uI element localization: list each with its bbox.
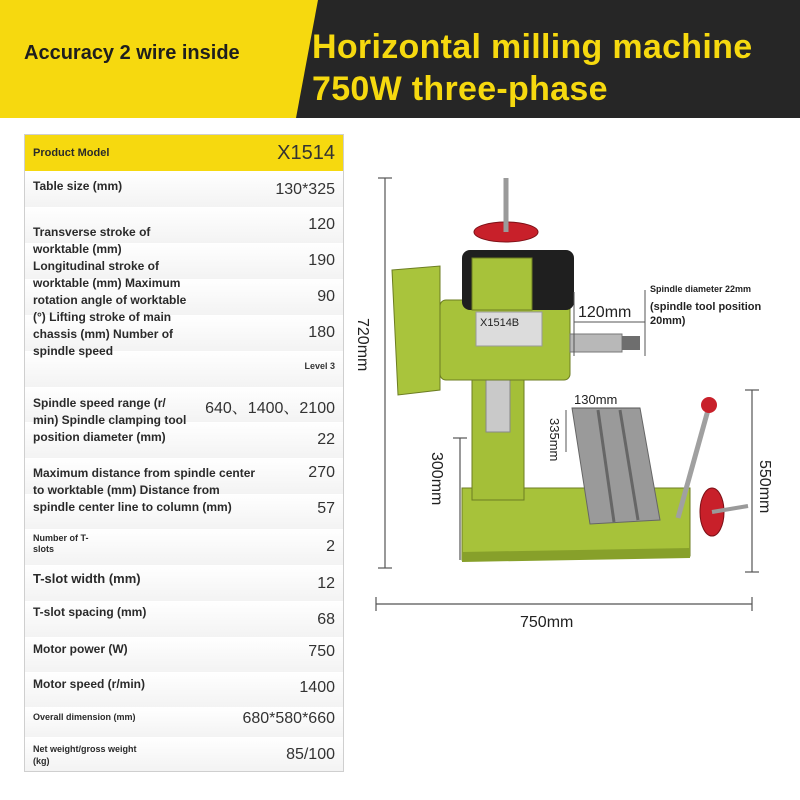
spec-label-line: position diameter (mm) (33, 430, 166, 444)
width-dimension (376, 597, 752, 631)
spec-row-tslot-spacing (25, 601, 343, 638)
overall-value: 680*580*660 (242, 710, 335, 727)
table-height-label: 300mm (428, 452, 445, 506)
title-line-2: 750W three-phase (312, 70, 608, 108)
rotation-value: 90 (317, 288, 335, 305)
lifting-value: 180 (308, 324, 335, 341)
motor-power-label: Motor power (W) (33, 642, 128, 656)
motor-power-value: 750 (308, 643, 335, 660)
speed-range-value: 640、1400、2100 (205, 400, 335, 417)
table-height-dimension (428, 438, 467, 560)
max-distance-value: 270 (308, 464, 335, 481)
column-distance-value: 57 (317, 500, 335, 517)
clamp-diameter-value: 22 (317, 431, 335, 448)
table-size-label: Table size (mm) (33, 179, 123, 193)
spec-row-tslots (25, 529, 343, 566)
spec-label-line: Spindle speed range (r/ (33, 396, 166, 410)
spec-row-motor-speed (25, 672, 343, 708)
model-label: Product Model (33, 147, 110, 159)
width-label: 750mm (520, 614, 574, 631)
spec-label-line: min) Spindle clamping tool (33, 413, 187, 427)
spindle (570, 334, 622, 352)
spec-label-line: spindle center line to column (mm) (33, 500, 232, 514)
spec-label-line: rotation angle of worktable (33, 293, 187, 307)
spec-label-line: (°) Lifting stroke of main (33, 310, 172, 324)
spec-row-overall (25, 707, 343, 738)
motor-speed-label: Motor speed (r/min) (33, 677, 146, 691)
spindle-note-line1: Spindle diameter 22mm (650, 284, 752, 294)
stacked-spec-labels-3 (33, 465, 303, 516)
tslots-label-line: Number of T- (33, 533, 89, 543)
table-width-dimension (572, 392, 640, 408)
table-width-label: 130mm (574, 392, 618, 407)
spec-label-line: worktable (mm) Maximum (33, 276, 181, 290)
spec-row-model (25, 135, 343, 172)
tslots-label (33, 533, 89, 555)
table-depth-label: 335mm (547, 418, 562, 462)
spindle-note-line3: 20mm) (650, 315, 686, 327)
spec-row-motor-power (25, 637, 343, 673)
weight-label-line: (kg) (33, 756, 50, 766)
tslot-spacing-label: T-slot spacing (mm) (33, 605, 147, 619)
spec-row-tslot-width (25, 565, 343, 602)
tslot-width-label: T-slot width (mm) (33, 571, 141, 586)
speed-levels-value: Level 3 (304, 361, 335, 371)
tslots-label-line: slots (33, 544, 55, 554)
spec-label-line: Transverse stroke of (33, 225, 151, 239)
spec-label-line: worktable (mm) (33, 242, 122, 256)
overall-label: Overall dimension (mm) (33, 712, 136, 722)
transverse-value: 120 (308, 216, 335, 233)
spindle-note-line2: (spindle tool position (650, 301, 762, 313)
spec-row-weight (25, 737, 343, 771)
title-line-1: Horizontal milling machine (312, 28, 753, 66)
stacked-spec-labels-2 (33, 395, 263, 446)
longitudinal-value: 190 (308, 252, 335, 269)
height-label: 720mm (354, 318, 371, 372)
belt-guard (392, 266, 440, 395)
milling-machine-illustration (350, 160, 800, 640)
depth-label: 550mm (756, 460, 773, 514)
plate-text: X1514B (480, 317, 520, 329)
motor-speed-value: 1400 (299, 679, 335, 696)
tslot-spacing-value: 68 (317, 611, 335, 628)
column-slide (486, 372, 510, 432)
spec-label-line: spindle speed (33, 344, 114, 358)
weight-label-line: Net weight/gross weight (33, 744, 137, 754)
depth-dimension (745, 390, 773, 572)
spindle-offset-label: 120mm (578, 304, 632, 321)
height-dimension (354, 178, 392, 568)
accuracy-tagline: Accuracy 2 wire inside (24, 42, 240, 64)
tslots-value: 2 (326, 538, 335, 555)
spec-label-line: to worktable (mm) Distance from (33, 483, 220, 497)
table-size-value: 130*325 (275, 181, 335, 198)
spec-label-line: Longitudinal stroke of (33, 259, 159, 273)
tslot-width-value: 12 (317, 575, 335, 592)
spec-label-line: chassis (mm) Number of (33, 327, 174, 341)
spec-row-table-size (25, 171, 343, 208)
lever-knob (701, 397, 717, 413)
weight-value: 85/100 (286, 746, 335, 763)
table-depth-dimension (547, 410, 566, 461)
spec-table (24, 134, 344, 772)
model-value: X1514 (277, 142, 335, 164)
motor-cover (472, 258, 532, 310)
weight-label (33, 743, 137, 767)
spindle-collet (622, 336, 640, 350)
spec-label-line: Maximum distance from spindle center (33, 466, 256, 480)
product-title (312, 26, 792, 110)
stacked-spec-labels-1 (33, 224, 263, 360)
